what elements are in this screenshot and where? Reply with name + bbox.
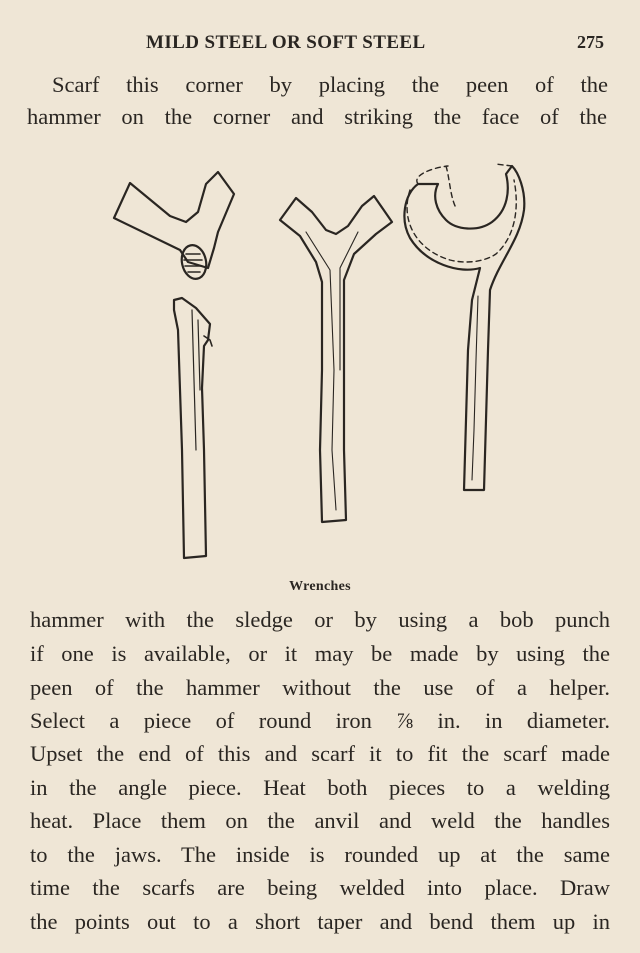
text-line: peen of the hammer without the use of a helper. bbox=[30, 675, 610, 700]
wrench-drawings-figure bbox=[100, 150, 540, 570]
text-line: the points out to a short taper and bend them up in bbox=[30, 909, 610, 934]
text-line: if one is available, or it may be made by using the bbox=[30, 641, 610, 666]
text-line: time the scarfs are being welded into place. Draw bbox=[30, 875, 610, 900]
text-line: heat. Place them on the anvil and weld the handles bbox=[30, 808, 610, 833]
finished-wrench-drawing bbox=[404, 164, 524, 490]
figure-caption: Wrenches bbox=[289, 579, 351, 594]
text-line: Scarf this corner by placing the peen of the bbox=[52, 72, 608, 97]
forged-wrench-drawing bbox=[280, 196, 392, 522]
page-number: 275 bbox=[577, 32, 604, 52]
text-line: in the angle piece. Heat both pieces to a welding bbox=[30, 775, 610, 800]
jaw-piece-drawing bbox=[114, 172, 234, 281]
running-head bbox=[0, 32, 640, 58]
text-line: to the jaws. The inside is rounded up at the same bbox=[30, 842, 610, 867]
wrench-drawings-icon bbox=[100, 150, 540, 570]
text-line: Upset the end of this and scarf it to fit the scarf made bbox=[30, 741, 610, 766]
text-line: hammer on the corner and striking the face of the bbox=[27, 104, 607, 129]
handle-piece-drawing bbox=[174, 298, 212, 558]
text-line: hammer with the sledge or by using a bob punch bbox=[30, 607, 610, 632]
running-title: MILD STEEL OR SOFT STEEL bbox=[146, 32, 426, 53]
text-line: Select a piece of round iron ⅞ in. in diameter. bbox=[30, 708, 610, 733]
